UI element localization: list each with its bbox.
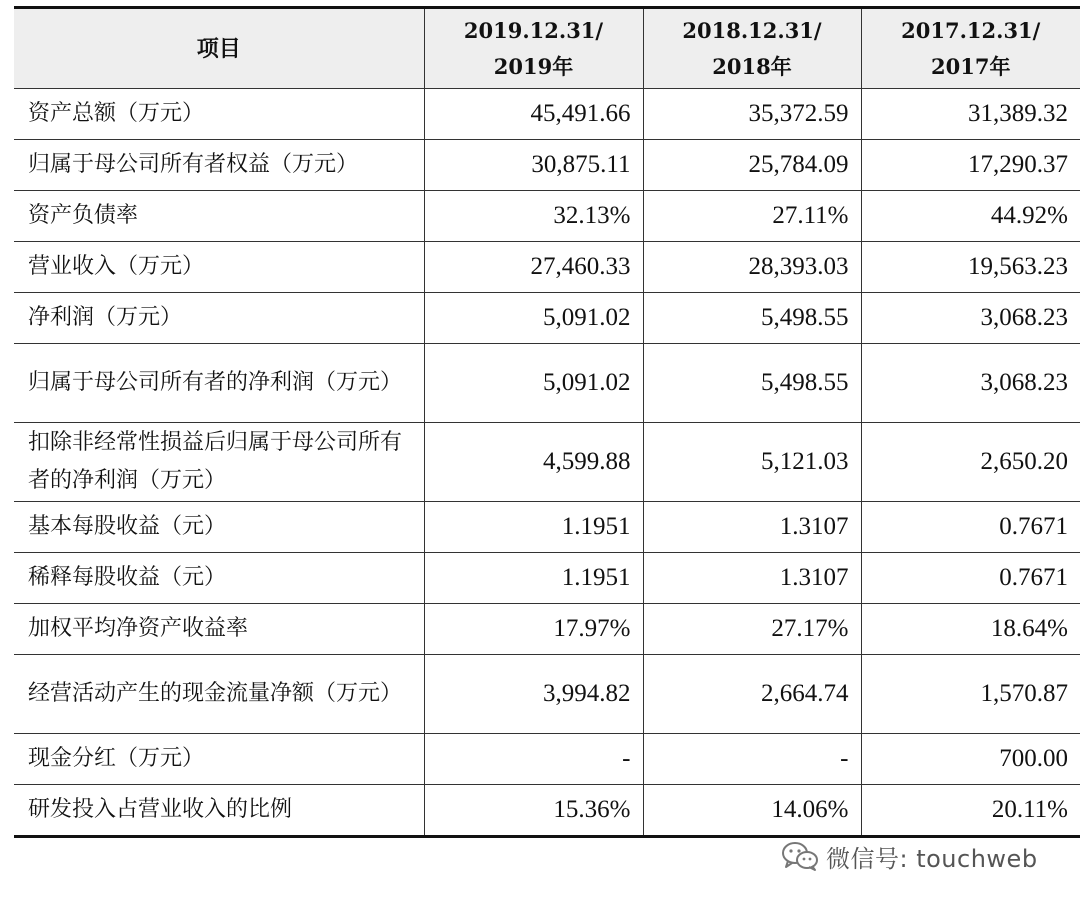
cell-2017: 3,068.23 — [861, 293, 1080, 344]
row-label: 研发投入占营业收入的比例 — [14, 785, 424, 837]
cell-2018: 25,784.09 — [643, 140, 861, 191]
cell-2019: 1.1951 — [424, 502, 643, 553]
cell-2017: 1,570.87 — [861, 655, 1080, 734]
table-row — [14, 502, 1080, 553]
table-body — [14, 89, 1080, 837]
table-row — [14, 785, 1080, 837]
table-row — [14, 191, 1080, 242]
table-row — [14, 140, 1080, 191]
header-2017 — [861, 8, 1080, 89]
cell-2017: 0.7671 — [861, 502, 1080, 553]
cell-2018: 2,664.74 — [643, 655, 861, 734]
header-2018-date: 2018.12.31/ — [682, 17, 822, 43]
cell-2019: 17.97% — [424, 604, 643, 655]
table-row — [14, 242, 1080, 293]
cell-2019: 3,994.82 — [424, 655, 643, 734]
row-label: 营业收入（万元） — [14, 242, 424, 293]
row-label: 归属于母公司所有者的净利润（万元） — [14, 344, 424, 423]
cell-2019: - — [424, 734, 643, 785]
cell-2017: 31,389.32 — [861, 89, 1080, 140]
row-label: 扣除非经常性损益后归属于母公司所有者的净利润（万元） — [14, 423, 424, 502]
cell-2017: 0.7671 — [861, 553, 1080, 604]
header-2019-date: 2019.12.31/ — [463, 17, 604, 43]
header-item — [14, 8, 424, 89]
table-row — [14, 604, 1080, 655]
financial-summary-table — [14, 6, 1080, 838]
header-2017-year: 2017年 — [931, 53, 1011, 79]
wechat-watermark — [780, 836, 1038, 876]
cell-2018: 35,372.59 — [643, 89, 861, 140]
cell-2017: 44.92% — [861, 191, 1080, 242]
header-2018-year: 2018年 — [712, 53, 792, 79]
row-label: 加权平均净资产收益率 — [14, 604, 424, 655]
cell-2018: - — [643, 734, 861, 785]
table-row — [14, 655, 1080, 734]
table-row — [14, 423, 1080, 502]
cell-2018: 1.3107 — [643, 502, 861, 553]
header-item-label: 项目 — [196, 35, 241, 62]
cell-2017: 19,563.23 — [861, 242, 1080, 293]
row-label: 归属于母公司所有者权益（万元） — [14, 140, 424, 191]
header-2018 — [643, 8, 861, 89]
cell-2018: 1.3107 — [643, 553, 861, 604]
table-row — [14, 293, 1080, 344]
row-label: 净利润（万元） — [14, 293, 424, 344]
cell-2018: 5,498.55 — [643, 344, 861, 423]
row-label: 基本每股收益（元） — [14, 502, 424, 553]
cell-2017: 3,068.23 — [861, 344, 1080, 423]
row-label: 稀释每股收益（元） — [14, 553, 424, 604]
row-label: 现金分红（万元） — [14, 734, 424, 785]
table-row — [14, 553, 1080, 604]
cell-2017: 20.11% — [861, 785, 1080, 837]
cell-2018: 28,393.03 — [643, 242, 861, 293]
cell-2018: 5,121.03 — [643, 423, 861, 502]
cell-2019: 5,091.02 — [424, 344, 643, 423]
cell-2017: 700.00 — [861, 734, 1080, 785]
row-label: 资产负债率 — [14, 191, 424, 242]
cell-2019: 45,491.66 — [424, 89, 643, 140]
cell-2019: 15.36% — [424, 785, 643, 837]
cell-2019: 5,091.02 — [424, 293, 643, 344]
cell-2019: 4,599.88 — [424, 423, 643, 502]
table-row — [14, 89, 1080, 140]
cell-2018: 14.06% — [643, 785, 861, 837]
cell-2019: 30,875.11 — [424, 140, 643, 191]
cell-2019: 27,460.33 — [424, 242, 643, 293]
row-label: 资产总额（万元） — [14, 89, 424, 140]
cell-2017: 18.64% — [861, 604, 1080, 655]
table-row — [14, 734, 1080, 785]
cell-2018: 5,498.55 — [643, 293, 861, 344]
cell-2017: 2,650.20 — [861, 423, 1080, 502]
cell-2019: 1.1951 — [424, 553, 643, 604]
table-row — [14, 344, 1080, 423]
cell-2018: 27.11% — [643, 191, 861, 242]
cell-2018: 27.17% — [643, 604, 861, 655]
header-2019-year: 2019年 — [493, 53, 574, 79]
header-2019 — [424, 8, 643, 89]
header-2017-date: 2017.12.31/ — [901, 17, 1041, 43]
row-label: 经营活动产生的现金流量净额（万元） — [14, 655, 424, 734]
cell-2017: 17,290.37 — [861, 140, 1080, 191]
wechat-icon — [780, 840, 820, 872]
header-row — [14, 8, 1080, 89]
table-header — [14, 8, 1080, 89]
watermark-text: 微信号: touchweb — [826, 844, 1038, 873]
cell-2019: 32.13% — [424, 191, 643, 242]
